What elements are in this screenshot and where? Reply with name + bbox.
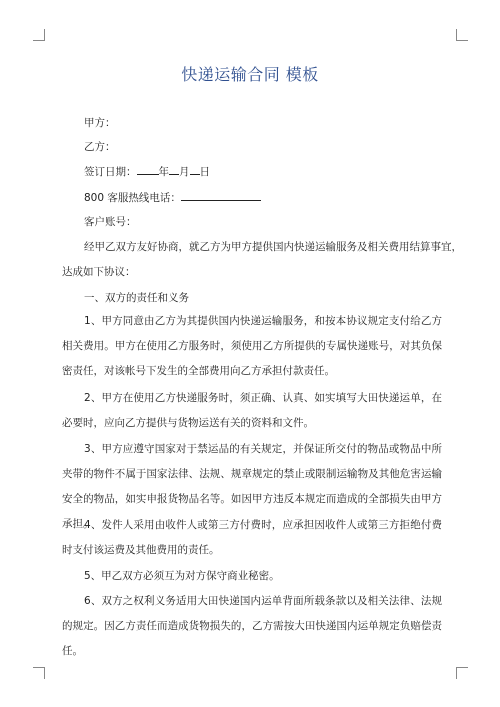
day-blank [190, 163, 200, 175]
party-a-field: 甲方： [84, 117, 116, 129]
section-heading-1: 一、双方的责任和义务 [84, 292, 189, 304]
clause-5: 5、甲乙双方必须互为对方保守商业秘密。 [84, 570, 280, 582]
clause-4: 4、发件人采用由收件人或第三方付费时，应承担因收件人或第三方拒绝付费时支付该运费及其他费用的责任。 [62, 519, 442, 556]
clause-2: 2、甲方在使用乙方快递服务时，须正确、认真、如实填写大田快递运单，在必要时，应向乙方提供与货物运送有关的资料和文件。 [62, 392, 442, 429]
month-blank [169, 163, 179, 175]
crop-mark-bottom-right [456, 667, 468, 679]
intro-line-1: 经甲乙双方友好协商，就乙方为甲方提供国内快递运输服务及相关费用结算事宜， [84, 241, 462, 253]
hotline-label: 800 客服热线电话： [84, 192, 181, 204]
hotline-blank [181, 189, 261, 201]
clause-6: 6、双方之权利义务适用大田快递国内运单背面所载条款以及相关法律、法规的规定。因乙方责任而造成货物损失的，乙方需按大田快递国内运单规定负赔偿责任。 [62, 595, 442, 657]
intro-line-2: 达成如下协议： [62, 266, 136, 278]
crop-mark-top-right [456, 29, 468, 41]
crop-mark-bottom-left [33, 667, 45, 679]
sign-date-field [84, 163, 210, 179]
year-blank [137, 163, 159, 175]
day-label: 日 [199, 166, 210, 178]
month-label: 月 [179, 166, 190, 178]
hotline-field [84, 189, 261, 205]
document-title: 快递运输合同 模板 [181, 65, 319, 84]
year-label: 年 [158, 166, 169, 178]
party-b-field: 乙方： [84, 141, 116, 153]
account-field: 客户账号： [84, 216, 137, 228]
crop-mark-top-left [33, 29, 45, 41]
clause-3: 3、甲方应遵守国家对于禁运品的有关规定，并保证所交付的物品或物品中所夹带的物件不属于国家法律、法规、规章规定的禁止或限制运输物及其他危害运输安全的物品，如实申报货物品名等。如因甲方违反本规定而造成的全部损失由甲方承担。 [62, 443, 442, 530]
sign-date-label: 签订日期： [84, 166, 137, 178]
clause-1: 1、甲方同意由乙方为其提供国内快递运输服务，和按本协议规定支付给乙方相关费用。甲方在使用乙方服务时，须使用乙方所提供的专属快递账号，对其负保密责任，对该帐号下发生的全部费用向乙方承担付款责任。 [62, 315, 442, 377]
